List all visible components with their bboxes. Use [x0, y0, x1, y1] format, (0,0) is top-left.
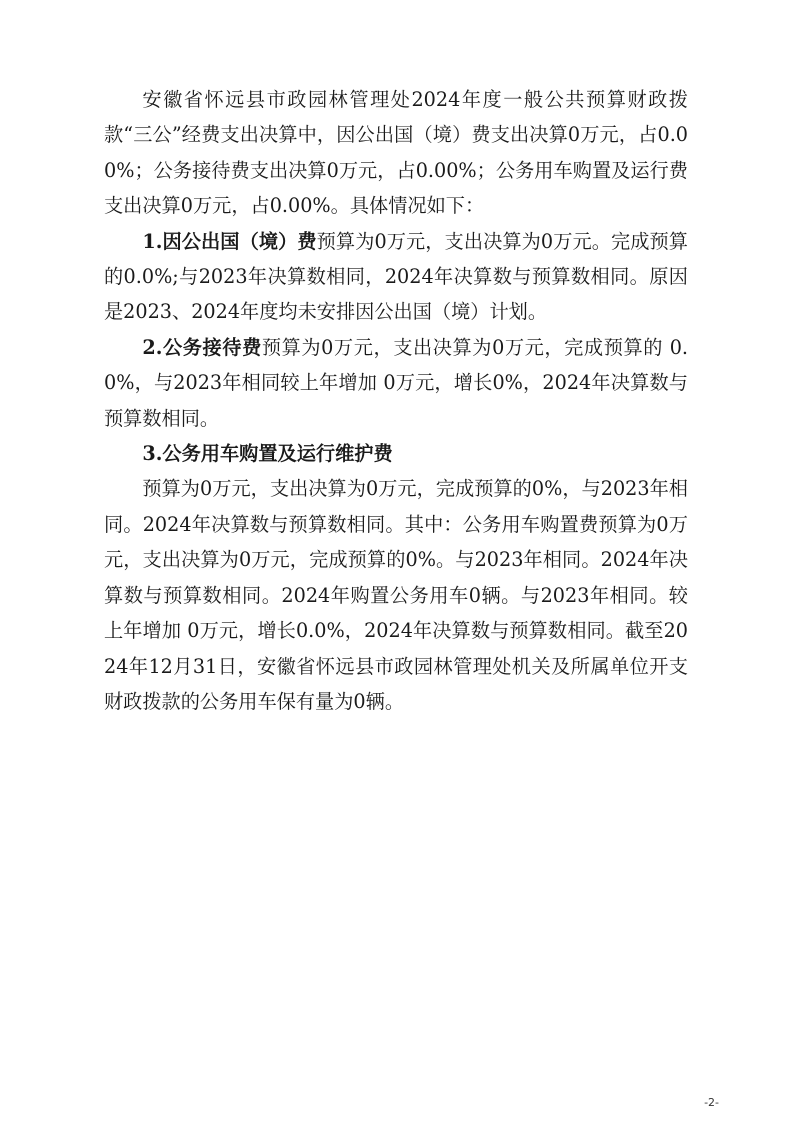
- section-3-paragraph: [104, 471, 688, 719]
- section-3-heading: 3.公务用车购置及运行维护费: [142, 442, 393, 466]
- document-body: [104, 82, 688, 719]
- section-1-text: 预算为0万元，支出决算为0万元。完成预算的0.0%;与2023年决算数相同，2024年决算数与预算数相同。原因是2023、2024年度均未安排因公出国（境）计划。: [104, 229, 688, 324]
- intro-paragraph: [104, 82, 688, 224]
- section-2-heading: 2.公务接待费: [142, 335, 262, 359]
- intro-text: 安徽省怀远县市政园林管理处2024年度一般公共预算财政拨款“三公”经费支出决算中，因公出国（境）费支出决算0万元，占0.00%；公务接待费支出决算0万元，占0.00%；公务用车购置及运行费支出决算0万元，占0.00%。具体情况如下：: [104, 88, 688, 218]
- section-2-paragraph: [104, 330, 688, 436]
- section-1-paragraph: [104, 224, 688, 330]
- section-1-heading: 1.因公出国（境）费: [142, 229, 317, 253]
- section-3-text: 预算为0万元，支出决算为0万元，完成预算的0%，与2023年相同。2024年决算数与预算数相同。其中：公务用车购置费预算为0万元，支出决算为0万元，完成预算的0%。与2023年相同。2024年决算数与预算数相同。2024年购置公务用车0辆。与2023年相同。较上年增加 0万元，增长0.0%，2024年决算数与预算数相同。截至2024年12月31日，安徽省怀远县市政园林管理处机关及所属单位开支财政拨款的公务用车保有量为0辆。: [104, 477, 688, 713]
- section-2-text: 预算为0万元，支出决算为0万元，完成预算的 0.0%，与2023年相同较上年增加 0万元，增长0%，2024年决算数与预算数相同。: [104, 335, 688, 430]
- page-number: -2-: [704, 1096, 719, 1109]
- section-3-heading-paragraph: [104, 436, 688, 471]
